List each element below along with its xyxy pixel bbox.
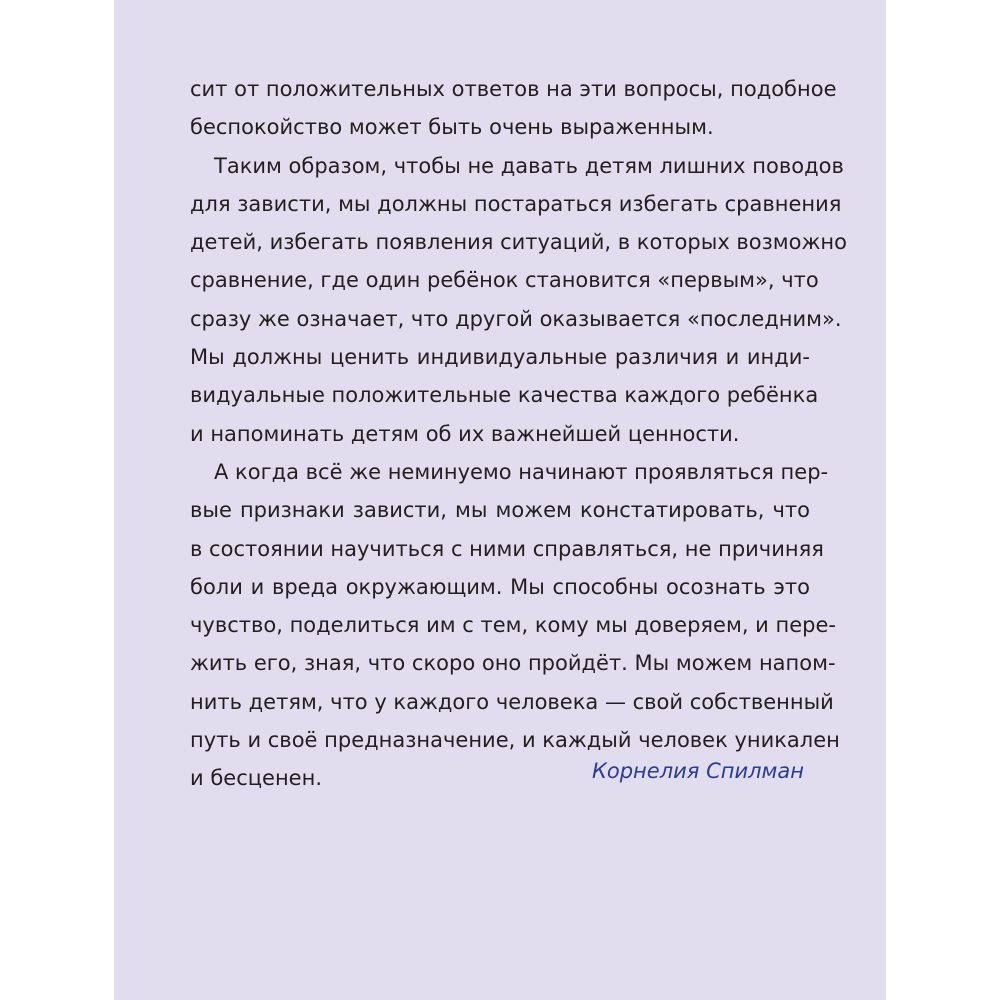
text-line: и напоминать детям об их важнейшей ценности.	[190, 421, 740, 446]
text-line: сит от положительных ответов на эти вопросы, подобное	[190, 77, 837, 101]
text-line: в состоянии научиться с ними справляться, не причиняя	[190, 536, 824, 561]
text-line: детей, избегать появления ситуаций, в которых возможно	[190, 230, 847, 255]
text-line: жить его, зная, что скоро оно пройдёт. Мы можем напом-	[190, 651, 836, 676]
text-line: и бесценен.	[190, 766, 323, 791]
text-line: сразу же означает, что другой оказывается «последним».	[190, 306, 842, 331]
text-line: Мы должны ценить индивидуальные различия и инди-	[190, 345, 810, 370]
author-signature: Корнелия Спилман	[591, 759, 804, 783]
book-page	[114, 0, 886, 1000]
text-line: нить детям, что у каждого человека — свой собственный	[190, 689, 834, 714]
text-line: для зависти, мы должны постараться избегать сравнения	[190, 191, 842, 216]
text-line: А когда всё же неминуемо начинают проявляться пер-	[214, 459, 829, 484]
text-line: путь и своё предназначение, и каждый человек уникален	[190, 728, 840, 753]
text-line: видуальные положительные качества каждого ребёнка	[190, 383, 819, 408]
text-line: беспокойство может быть очень выраженным.	[190, 115, 714, 140]
text-line: вые признаки зависти, мы можем констатировать, что	[190, 498, 810, 523]
body-text	[190, 70, 847, 798]
text-line: сравнение, где один ребёнок становится «первым», что	[190, 268, 819, 293]
text-line: боли и вреда окружающим. Мы способны осознать это	[190, 574, 810, 599]
text-line: Таким образом, чтобы не давать детям лишних поводов	[214, 153, 844, 178]
text-line: чувство, поделиться им с тем, кому мы доверяем, и пере-	[190, 613, 836, 638]
